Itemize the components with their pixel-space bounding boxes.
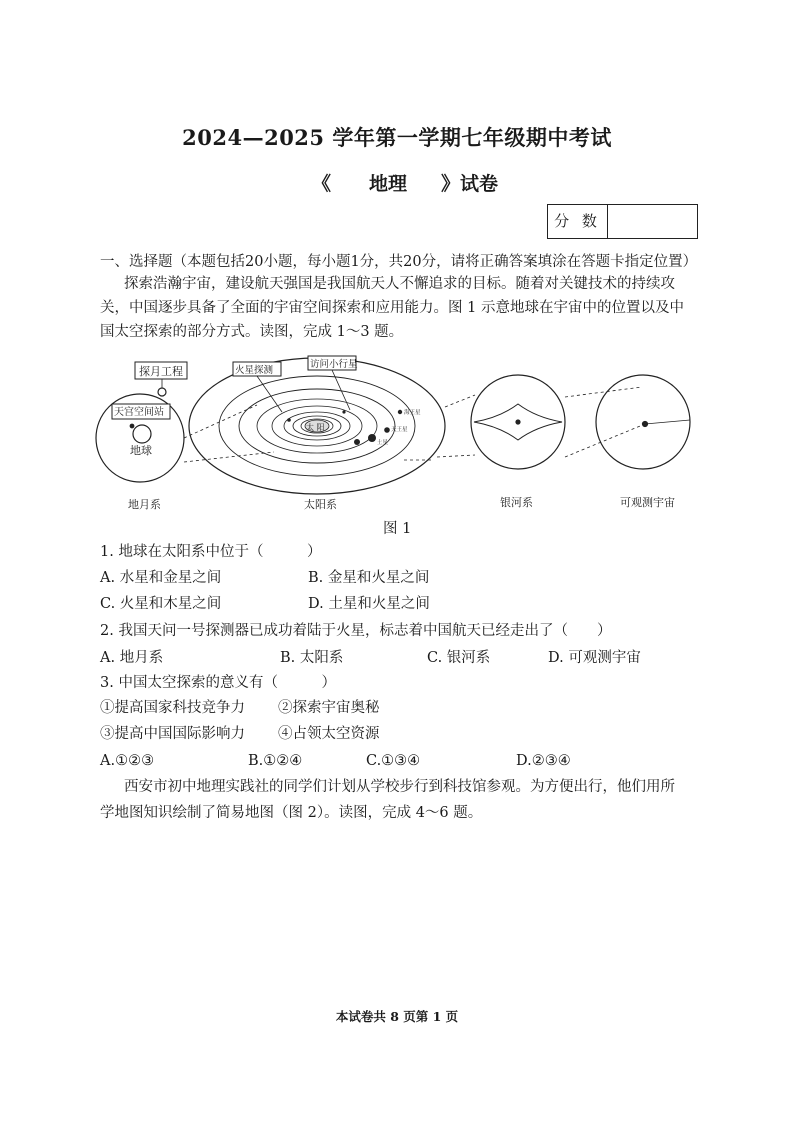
uranus-dot [384,427,390,433]
q2-option-b[interactable]: B. 太阳系 [280,650,344,666]
label-earth: 地球 [130,444,152,457]
label-neptune: 海王星 [404,410,421,416]
subtitle-close: 》试卷 [441,173,499,195]
label-lunar-program: 探月工程 [139,365,183,378]
subtitle-open-bracket: 《 [312,173,332,195]
q2-option-a[interactable]: A. 地月系 [100,650,164,666]
section-heading: 一、选择题（本题包括20小题，每小题1分，共20分，请将正确答案填涂在答题卡指定位置） [100,254,698,270]
earth-circle [133,425,151,443]
q1-option-b[interactable]: B. 金星和火星之间 [308,570,430,586]
label-tiangong: 天宫空间站 [114,407,164,418]
q3-stem: 3. 中国太空探索的意义有（ ） [100,675,336,691]
q1-option-d[interactable]: D. 土星和火星之间 [308,596,430,612]
q3-statement-4: ④占领太空资源 [278,726,380,742]
score-box [547,204,698,239]
panel-label-earth-moon: 地月系 [128,498,161,511]
intro-line-2: 关，中国逐步具备了全面的宇宙空间探索和应用能力。图 1 示意地球在宇宙中的位置以及中 [100,300,684,316]
q3-statement-1: ①提高国家科技竞争力 [100,700,245,716]
score-label: 分 数 [548,205,608,238]
panel-label-observable-universe: 可观测宇宙 [620,496,675,509]
exam-title: 2024—2025 学年第一学期七年级期中考试 [182,125,612,150]
label-uranus: 天王星 [391,427,408,433]
label-saturn: 土星 [377,440,389,446]
figure-1-caption: 图 1 [383,521,412,537]
q2-stem: 2. 我国天问一号探测器已成功着陆于火星，标志着中国航天已经走出了（ ） [100,623,612,639]
q3-option-b[interactable]: B.①②④ [248,753,303,769]
intro-line-3: 国太空探索的部分方式。读图，完成 1～3 题。 [100,324,404,340]
q2-option-d[interactable]: D. 可观测宇宙 [548,650,641,666]
intro-line-1: 探索浩瀚宇宙，建设航天强国是我国航天人不懈追求的目标。随着对关键技术的持续攻 [124,276,675,292]
passage2-line-2: 学地图知识绘制了简易地图（图 2）。读图，完成 4～6 题。 [100,805,483,821]
q3-option-d[interactable]: D.②③④ [516,753,571,769]
q3-option-a[interactable]: A.①②③ [100,753,155,769]
score-field[interactable] [608,205,697,238]
page-footer: 本试卷共 8 页第 1 页 [335,1009,459,1024]
q3-statement-2: ②探索宇宙奥秘 [278,700,380,716]
passage2-line-1: 西安市初中地理实践社的同学们计划从学校步行到科技馆参观。为方便出行，他们用所 [124,779,675,795]
q1-option-a[interactable]: A. 水星和金星之间 [100,570,222,586]
moon-dot [130,424,134,428]
label-mars-probe: 火星探测 [235,365,274,376]
panel-label-solar-system: 太阳系 [304,498,337,511]
label-asteroid: 访问小行星 [310,359,358,370]
q3-statement-3: ③提高中国国际影响力 [100,726,245,742]
q3-option-c[interactable]: C.①③④ [366,753,421,769]
label-sun: 太 阳 [306,423,325,432]
figure-1-diagram [92,352,704,520]
moon-probe-marker [158,388,166,396]
q1-option-c[interactable]: C. 火星和木星之间 [100,596,222,612]
panel-label-milky-way: 银河系 [500,496,533,509]
saturn-dot [368,434,376,442]
q1-stem: 1. 地球在太阳系中位于（ ） [100,544,322,560]
q2-option-c[interactable]: C. 银河系 [427,650,491,666]
subject-name: 地理 [369,173,408,195]
neptune-dot [398,410,402,414]
exam-subtitle [312,169,498,196]
